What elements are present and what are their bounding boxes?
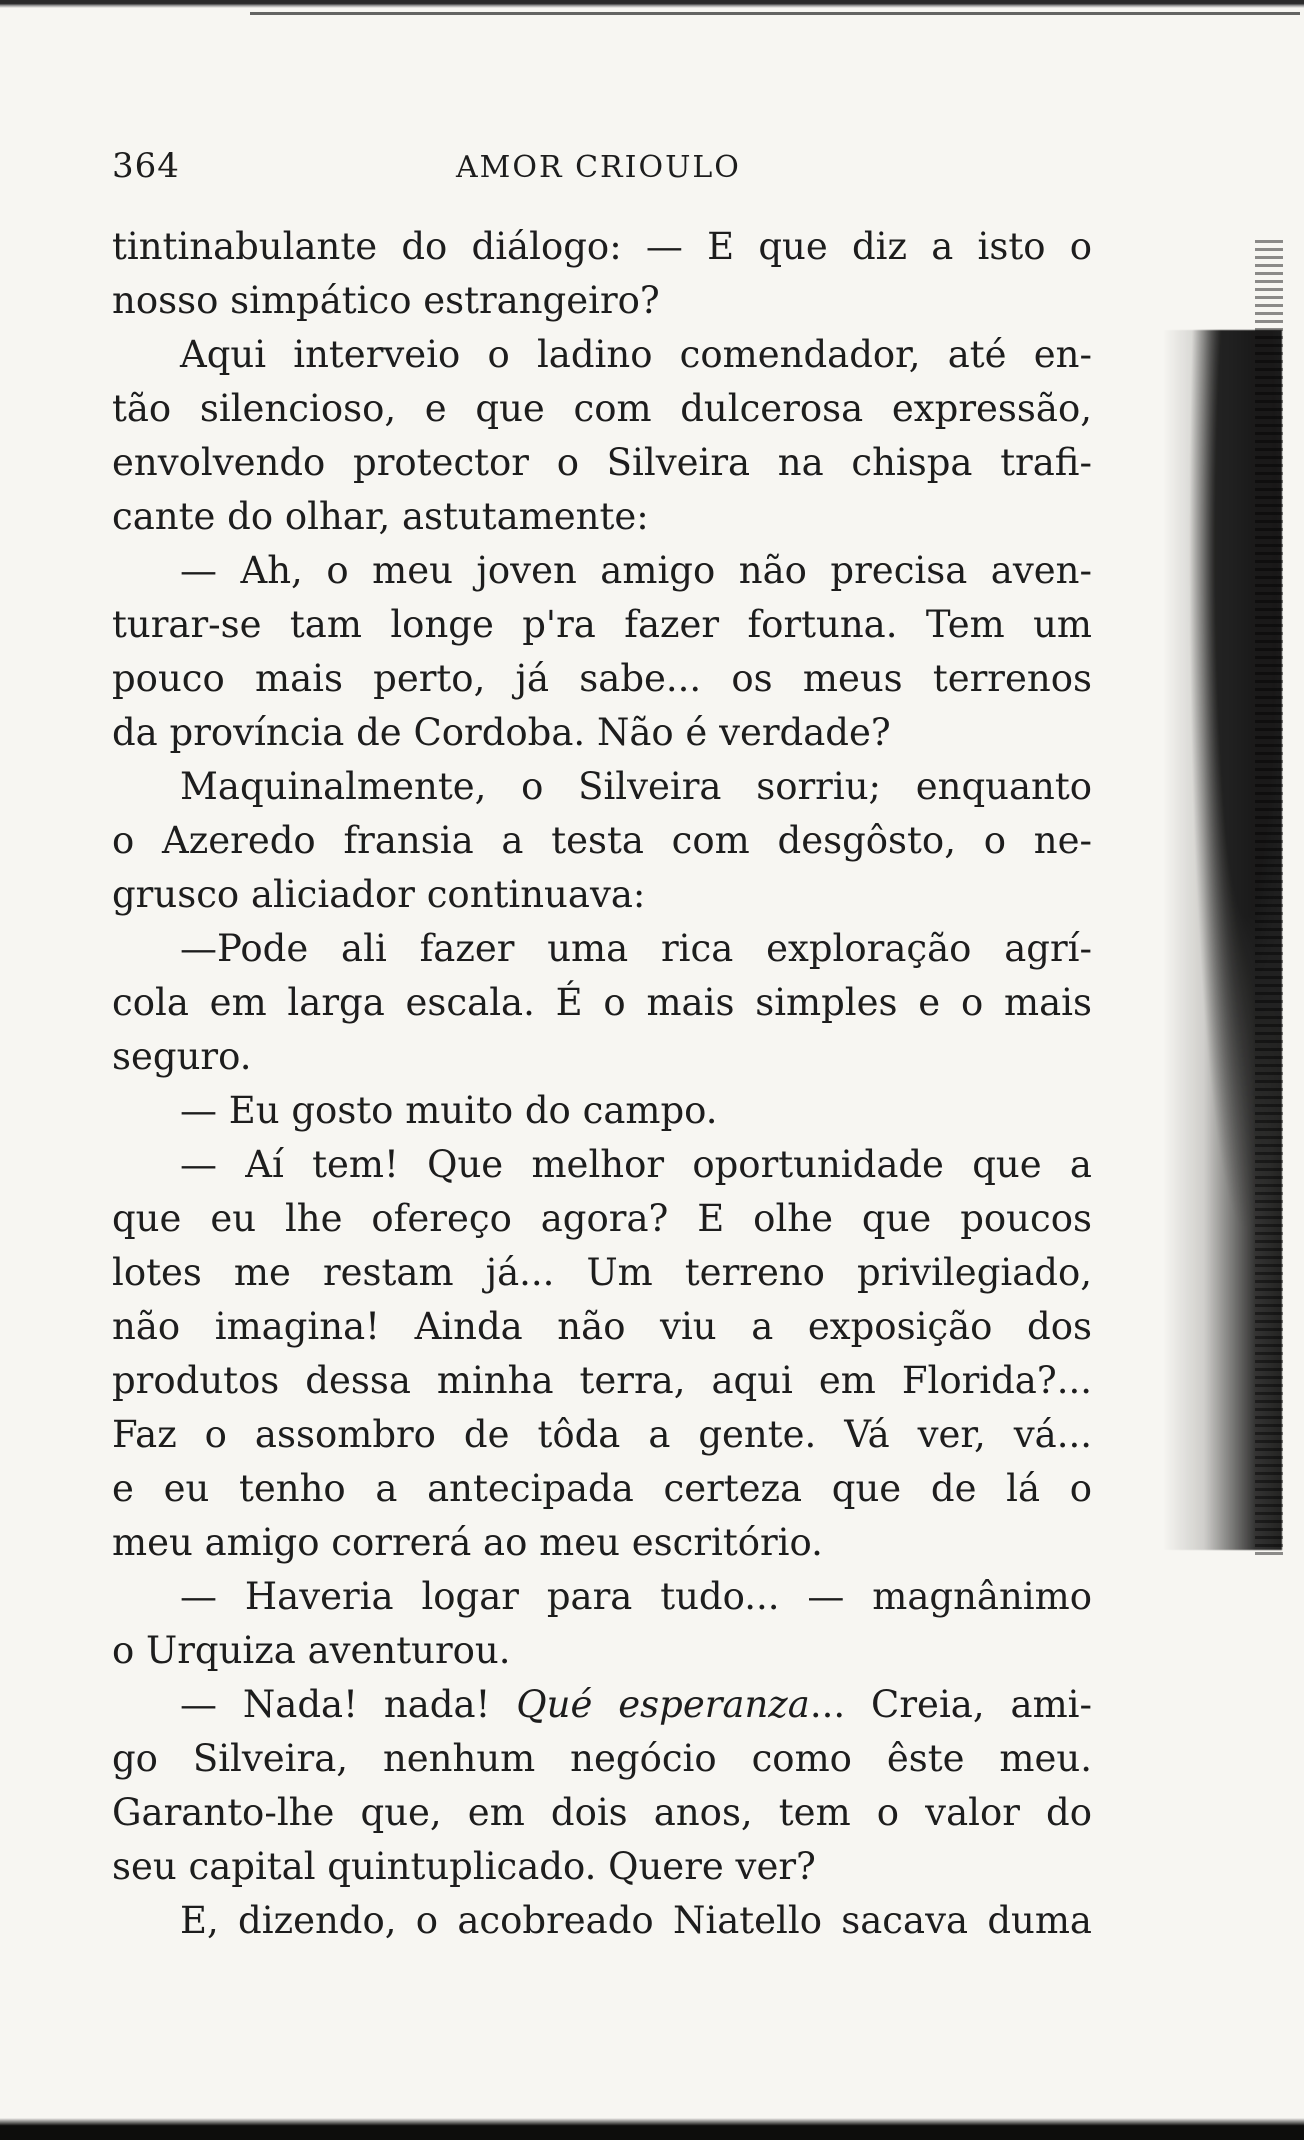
bottom-edge-shadow [0, 2118, 1304, 2140]
text-line: — Aí tem! Que melhor oportunidade que a [180, 1143, 1092, 1186]
text-line: go Silveira, nenhum negócio como êste meu. [112, 1737, 1092, 1780]
body-text [112, 220, 1092, 1948]
text-line: lotes me restam já... Um terreno privilegiado, [112, 1251, 1092, 1294]
text-line: Aqui interveio o ladino comendador, até en- [180, 333, 1092, 376]
top-edge-rule [0, 0, 1304, 8]
text-line: envolvendo protector o Silveira na chispa trafi- [112, 441, 1092, 484]
text-line: Maquinalmente, o Silveira sorriu; enquanto [180, 765, 1092, 808]
text-line: turar-se tam longe p'ra fazer fortuna. Tem um [112, 603, 1092, 646]
text-line: tão silencioso, e que com dulcerosa expressão, [112, 387, 1092, 430]
page-number: 364 [112, 146, 180, 186]
text-line: e eu tenho a antecipada certeza que de lá o [112, 1467, 1092, 1510]
text-line: Faz o assombro de tôda a gente. Vá ver, vá... [112, 1413, 1092, 1456]
italic-text-run: Qué esperanza [516, 1683, 810, 1726]
text-line: meu amigo correrá ao meu escritório. [112, 1521, 823, 1564]
top-edge-rule-secondary [250, 12, 1300, 15]
text-line: da província de Cordoba. Não é verdade? [112, 711, 891, 754]
text-run: ... Creia, ami- [809, 1683, 1092, 1726]
text-line: —Pode ali fazer uma rica exploração agrí- [180, 927, 1092, 970]
text-line [112, 1678, 1092, 1732]
text-line: cola em larga escala. É o mais simples e o mais [112, 981, 1092, 1024]
text-line: o Azeredo fransia a testa com desgôsto, o ne- [112, 819, 1092, 862]
text-line: seguro. [112, 1035, 252, 1078]
text-line: E, dizendo, o acobreado Niatello sacava duma [180, 1899, 1092, 1942]
page-spine-edge-texture [1255, 240, 1283, 1560]
text-run: — Nada! nada! [180, 1683, 517, 1726]
text-line: o Urquiza aventurou. [112, 1629, 511, 1672]
text-line: — Haveria logar para tudo... — magnânimo [180, 1575, 1092, 1618]
text-line: Garanto-lhe que, em dois anos, tem o valor do [112, 1791, 1092, 1834]
text-line: que eu lhe ofereço agora? E olhe que poucos [112, 1197, 1092, 1240]
text-line: tintinabulante do diálogo: — E que diz a isto o [112, 225, 1092, 268]
text-line: — Eu gosto muito do campo. [180, 1089, 718, 1132]
text-line: nosso simpático estrangeiro? [112, 279, 660, 322]
text-line: pouco mais perto, já sabe... os meus terrenos [112, 657, 1092, 700]
text-line: seu capital quintuplicado. Quere ver? [112, 1845, 816, 1888]
running-head: AMOR CRIOULO [456, 150, 741, 185]
text-line: produtos dessa minha terra, aqui em Florida?... [112, 1359, 1092, 1402]
text-line: cante do olhar, astutamente: [112, 495, 649, 538]
text-line: não imagina! Ainda não viu a exposição dos [112, 1305, 1092, 1348]
book-page [112, 120, 1092, 1948]
text-line: — Ah, o meu joven amigo não precisa aven- [180, 549, 1092, 592]
text-line: grusco aliciador continuava: [112, 873, 646, 916]
page-header [112, 120, 1092, 200]
